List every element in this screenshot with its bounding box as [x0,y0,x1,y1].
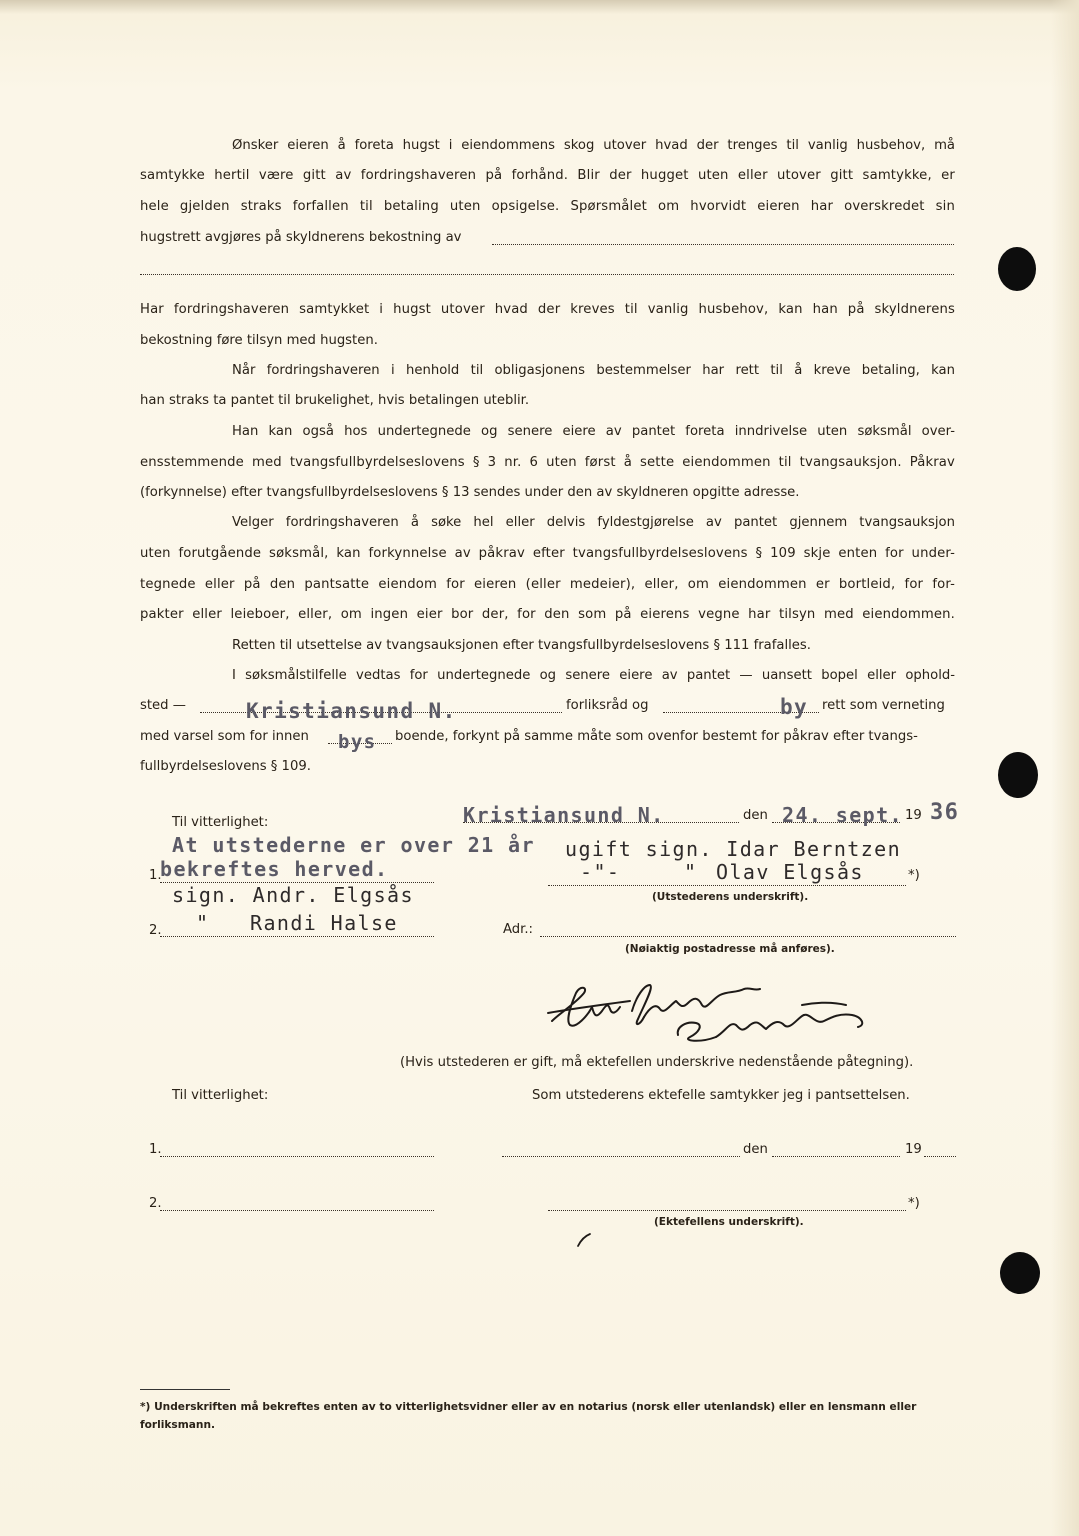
adr-label: Adr.: [503,922,534,937]
signer-1-value: ugift sign. Idar Berntzen [565,837,902,861]
p2-line-2: bekostning føre tilsyn med hugsten. [140,333,378,348]
witness-2-ditto: " [196,911,210,935]
ektefelle-signature-fill-line [548,1210,906,1211]
forliksrad-place-value: Kristiansund N. [246,699,457,723]
signer-fill-line [548,885,906,886]
witness-note-line-1: At utstederne er over 21 år [172,833,535,857]
til-vitterlighet-label-2: Til vitterlighet: [172,1088,269,1103]
ektefelle-signature-caption: (Ektefellens underskrift). [654,1216,804,1228]
place-value: Kristiansund N. [463,803,665,827]
p7-med-varsel: med varsel som for innen [140,729,309,744]
witness-number-2: 2. [149,923,162,938]
p6-line-1: Retten til utsettelse av tvangsauksjonen efter tvangsfullbyrdelseslovens § 111 frafalles. [232,638,811,653]
p7-last-line: fullbyrdelseslovens § 109. [140,759,311,774]
gift-note: (Hvis utstederen er gift, må ektefellen underskrive nedenstående påtegning). [400,1055,914,1070]
p7-rett: rett som verneting [822,698,945,713]
place-fill-line [463,822,739,823]
witness-2-value: Randi Halse [250,911,398,935]
p4-line-3: (forkynnelse) efter tvangsfullbyrdelseslovens § 13 sendes under den av skyldneren opgitte adresse. [140,485,800,500]
ektefelle-date-fill-line [772,1156,900,1157]
witness-note-line-2: bekreftes herved. [160,857,389,881]
p7-line-1: I søksmålstilfelle vedtas for undertegnede og senere eiere av pantet — uansett bopel eller ophold- [232,668,955,683]
binder-hole-bottom [1000,1252,1040,1294]
p1-line-4: hugstrett avgjøres på skyldnerens bekostning av [140,230,462,245]
p1-line-2: samtykke hertil være gitt av fordringshaveren på forhånd. Blir der hugget uten eller utover gitt samtykke, er [140,168,955,183]
p5-line-3: tegnede eller på den pantsatte eiendom for eieren (eller medeier), eller, om eiendommen er bortleid, for for- [140,577,955,592]
ektefelle-witness-2-fill-line [160,1210,434,1211]
rett-type-value: by [780,695,809,719]
ektefelle-witness-1-fill-line [160,1156,434,1157]
ektefelle-place-fill-line [502,1156,740,1157]
p1-line-3: hele gjelden straks forfallen til betaling uten opsigelse. Spørsmålet om hvorvidt eieren har overskredet sin [140,199,955,214]
p4-line-2: ensstemmende med tvangsfullbyrdelseslovens § 3 nr. 6 uten først å sette eiendommen til tvangsauksjon. Påkrav [140,455,955,470]
til-vitterlighet-label: Til vitterlighet: [172,815,269,830]
ektefelle-year-fill-line [924,1156,956,1157]
p4-line-1: Han kan også hos undertegnede og senere eiere av pantet foreta inndrivelse uten søksmål over- [232,424,955,439]
samtykke-text: Som utstederens ektefelle samtykker jeg i pantsettelsen. [532,1088,910,1103]
p5-line-4: pakter eller leieboer, eller, om ingen eier bor der, for den som på eierens vegne har tilsyn med eiendommen. [140,607,955,622]
year-prefix-label-2: 19 [905,1142,922,1157]
page-top-shadow [0,0,1079,14]
date-value: 24. sept. [782,803,903,827]
p7-boende: boende, forkynt på samme måte som ovenfor bestemt for påkrav efter tvangs- [395,729,918,744]
binder-hole-top [998,247,1036,291]
signer-2-ditto-b: " [684,860,698,884]
p3-line-1: Når fordringshaveren i henhold til obligasjonens bestemmelser har rett til å kreve betaling, kan [232,363,955,378]
handwritten-signature [540,975,880,1055]
innen-value: bys [338,731,377,753]
postadresse-caption: (Nøiaktig postadresse må anføres). [625,943,835,955]
ektefelle-witness-number-2: 2. [149,1196,162,1211]
signer-2-value: Olav Elgsås [716,860,864,884]
signer-footnote-mark: *) [908,868,920,883]
page-edge [1051,0,1079,1536]
utsteder-signature-caption: (Utstederens underskrift). [652,891,809,903]
year-suffix-value: 36 [930,800,960,825]
p2-line-1: Har fordringshaveren samtykket i hugst utover hvad der kreves til vanlig husbehov, kan han på skyldnerens [140,302,955,317]
p1-line-1: Ønsker eieren å foreta hugst i eiendommens skog utover hvad der trenges til vanlig husbehov, må [232,138,955,153]
year-prefix-label: 19 [905,808,922,823]
p7-sted: sted — [140,698,186,713]
ektefelle-footnote-mark: *) [908,1196,920,1211]
p5-line-1: Velger fordringshaveren å søke hel eller delvis fyldestgjørelse av pantet gjennem tvangsauksjon [232,515,955,530]
witness-1-value: sign. Andr. Elgsås [172,883,414,907]
footnote-text: *) Underskriften må bekreftes enten av to vitterlighetsvidner eller av en notarius (norsk eller utenlandsk) eller en lensmann eller forliksmann. [140,1401,917,1431]
hugst-fill-line-1 [492,244,954,245]
den-label-2: den [743,1142,768,1157]
p7-forliksrad: forliksråd og [566,698,649,713]
p5-line-2: uten forutgående søksmål, kan forkynnelse av påkrav efter tvangsfullbyrdelseslovens § 109 skje enten for under- [140,546,955,561]
ektefelle-witness-number-1: 1. [149,1142,162,1157]
pen-mark [575,1230,595,1250]
den-label: den [743,808,768,823]
adr-fill-line [540,936,956,937]
signer-2-ditto-a: -"- [580,860,621,884]
witness-2-fill-line [160,936,434,937]
witness-number-1: 1. [149,868,162,883]
hugst-fill-line-2 [140,274,954,275]
footnote-rule [140,1389,230,1390]
binder-hole-middle [998,752,1038,798]
p3-line-2: han straks ta pantet til brukelighet, hvis betalingen uteblir. [140,393,530,408]
